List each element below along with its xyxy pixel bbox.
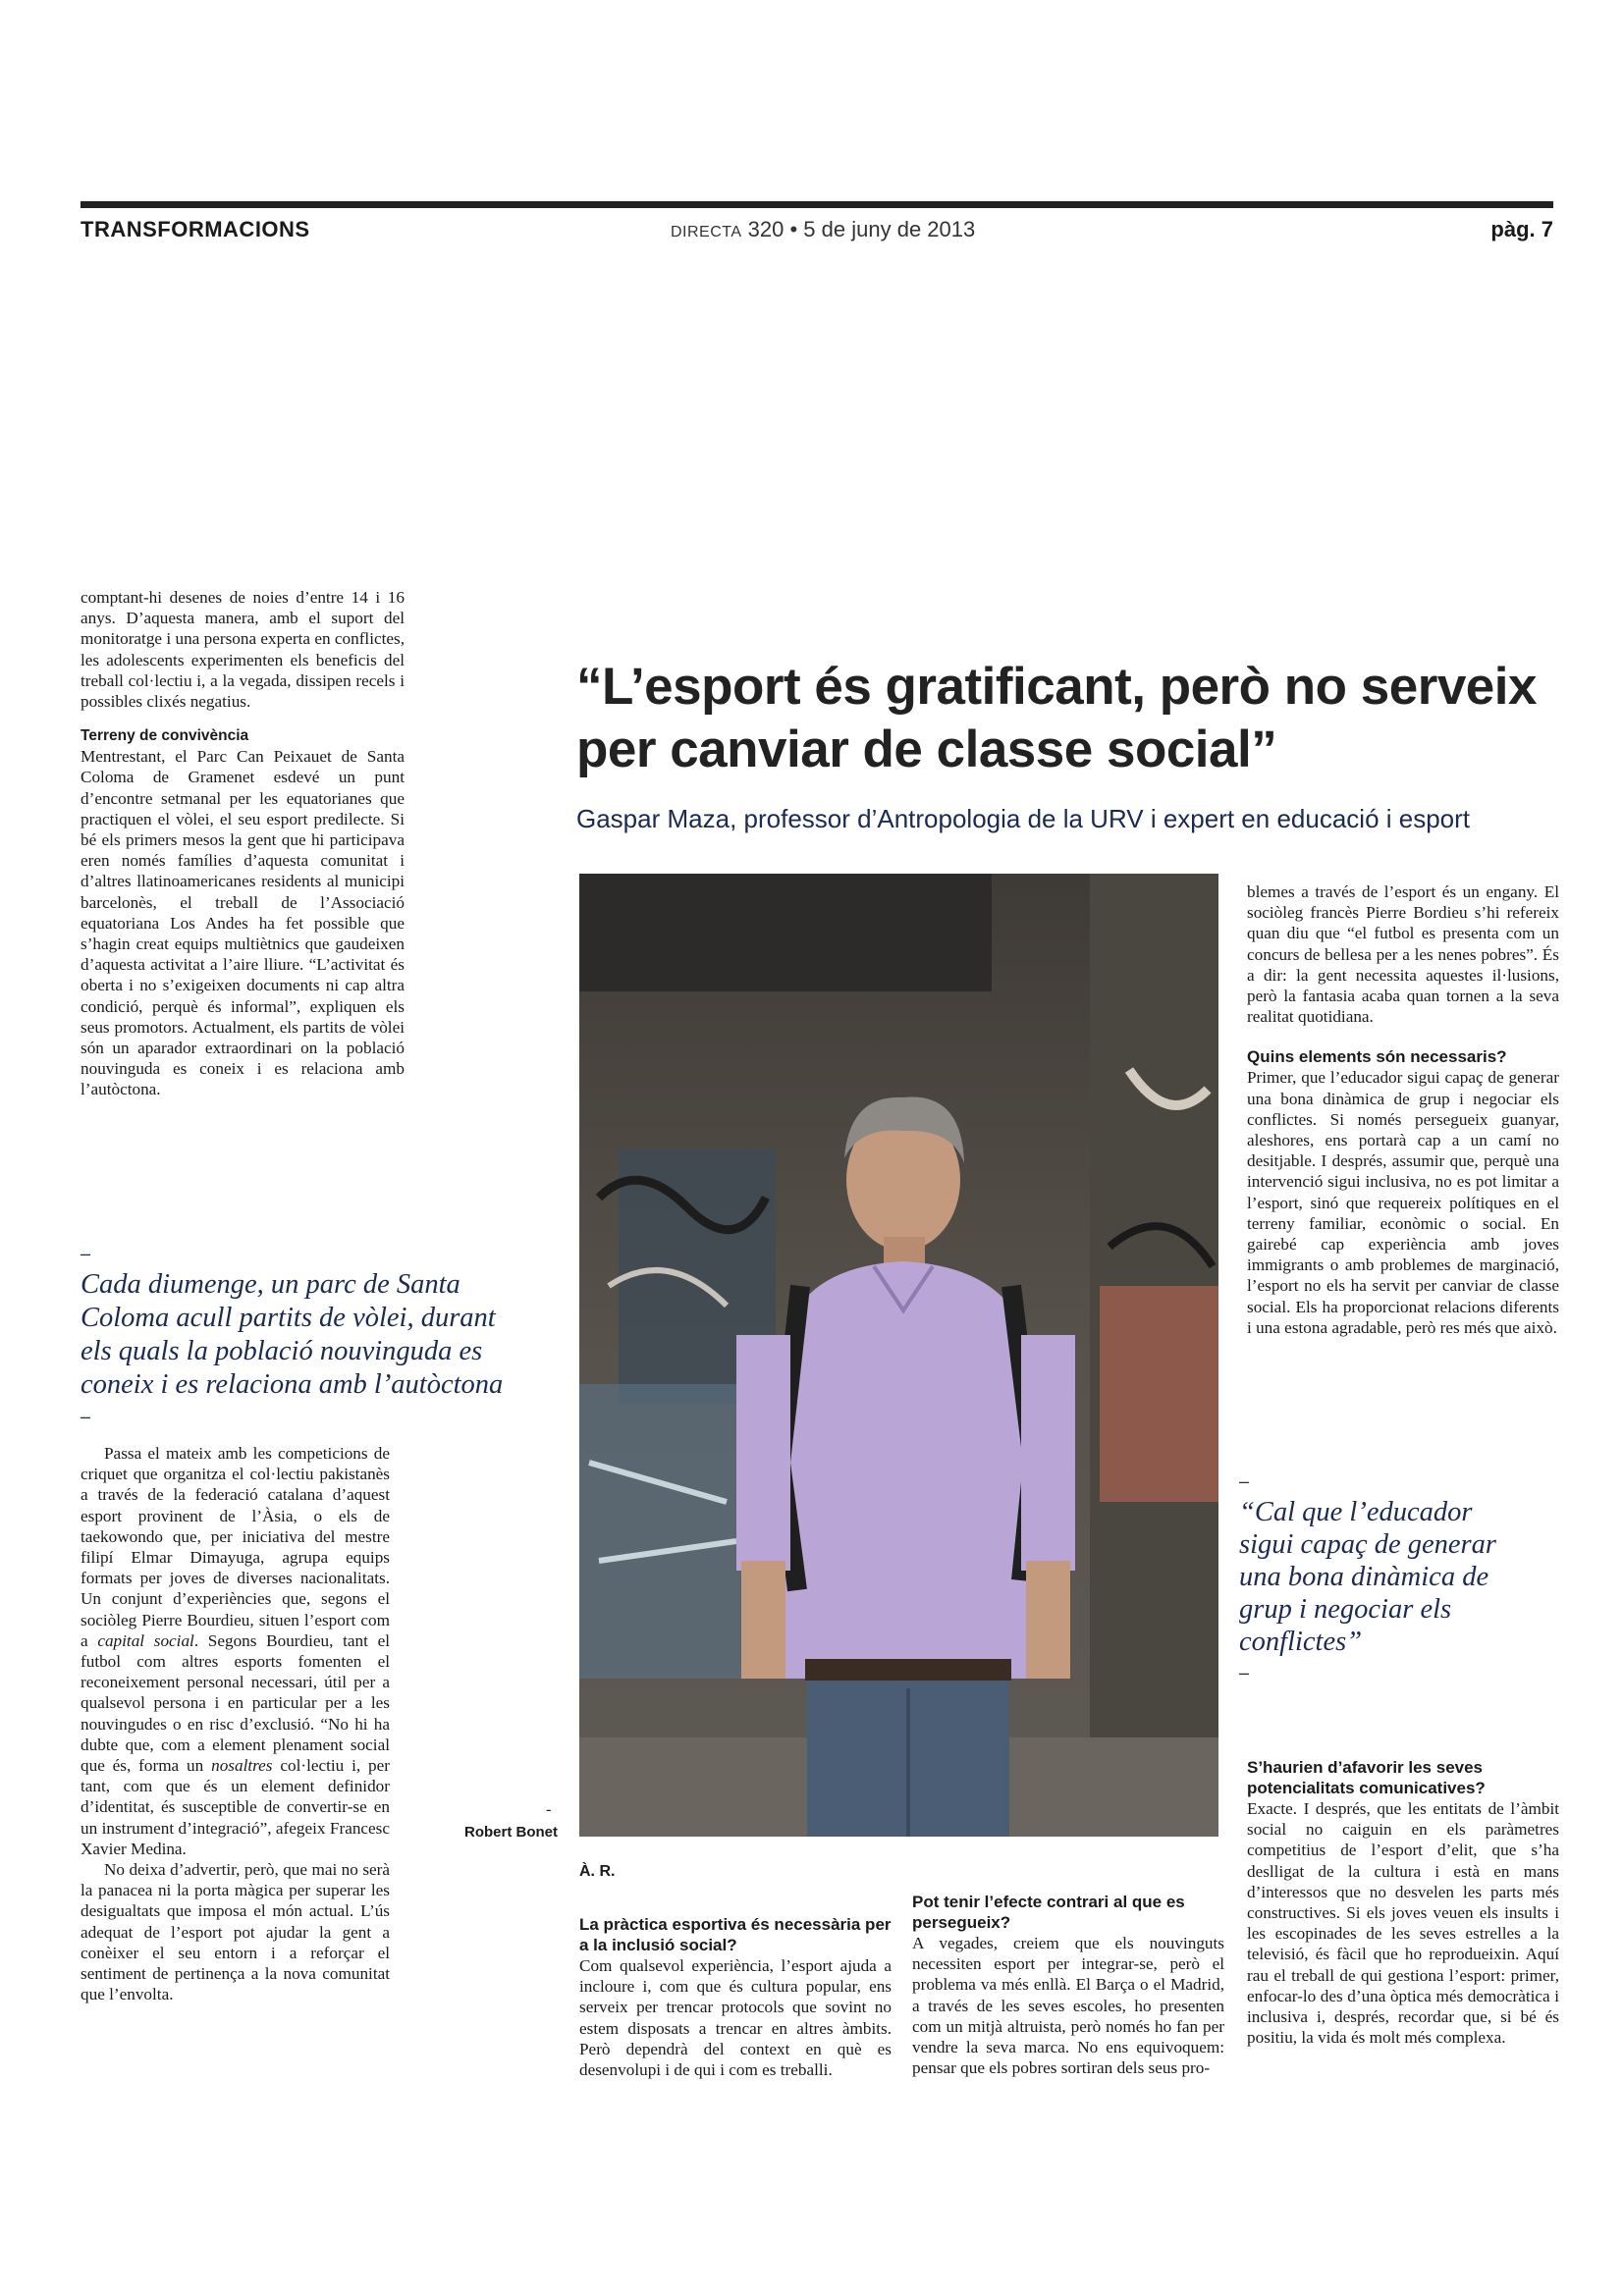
left-column-top: [81, 587, 405, 1100]
answer-3: Primer, que l’educador sigui capaç de generar una bona dinàmica de grup i negociar els conflictes. Si només persegueix guanyar, aleshores, ens portarà cap a un camí no desitjable. I després, assumir que, perquè una intervenció sigui inclusiva, no es pot limitar a l’esport, sinó que requereix polítiques en el terreny familiar, econòmic o social. En gairebé cap experiència amb joves immigrants o amb problemes de marginació, l’esport no els ha servit per canviar de classe social. Els ha proporcionat relacions diferents i una estona agradable, però res més que això.: [1247, 1068, 1559, 1337]
interview-column-2: [912, 1892, 1224, 2078]
page-number: pàg. 7: [1490, 217, 1553, 241]
pull-quote-dash-top: –: [81, 1244, 91, 1263]
subheading-terreny: Terreny de convivència: [81, 727, 249, 745]
issue-date: 320 • 5 de juny de 2013: [747, 217, 976, 241]
pull-quote-1: [81, 1245, 532, 1425]
interview-column-1: [579, 1914, 892, 2080]
section-title: TRANSFORMACIONS: [81, 217, 310, 241]
emphasis-capital-social: capital social: [97, 1630, 194, 1650]
answer-2-continued: blemes a través de l’esport és un engany. El sociòleg francès Pierre Bordieu s’hi refereix quan diu que “el futbol es presenta com un concurs de bellesa per a les nenes pobres”. És a dir: la gent necessita aquestes il·lusions, però la fantasia acaba quan tornen a la seva realitat quotidiana.: [1247, 882, 1559, 1027]
paragraph-criquet-part-3: col·lectiu i, per tant, com que és un element definidor d’identitat, és susceptible de convertir-se en un instrument d’integració”, afegeix Francesc Xavier Medina.: [81, 1756, 390, 1858]
paragraph-criquet: [81, 1443, 390, 1859]
answer-1: Com qualsevol experiència, l’esport ajuda a incloure i, com que és cultura popular, ens serveix per trencar protocols que sovint no estem disposats a trencar en altres àmbits. Però dependrà del context en què es desenvolupi i de qui i com es treballi.: [579, 1956, 892, 2080]
pull-quote-2-dash-bottom: –: [1239, 1663, 1250, 1682]
article-dek: Gaspar Maza, professor d’Antropologia de la URV i expert en educació i esport: [576, 804, 1471, 833]
paragraph-parc: Mentrestant, el Parc Can Peixauet de Santa Coloma de Gramenet esdevé un punt d’encontre setmanal per les equatorianes que practiquen el vòlei, el seu esport predilecte. Si bé els primers mesos la gent que hi participava eren només famílies d’aquesta comunitat i d’altres llatinoamericanes residents al municipi barcelonès, el treball de l’Associació equatoriana Los Andes ha fet possible que s’hagin creat equips multiètnics que gaudeixen d’aquesta activitat a l’aire lliure. “L’activitat és oberta i no s’exigeixen documents ni cap altra condició, perquè és informal”, expliquen els seus promotors. Actualment, els partits de vòlei són un aparador extraordinari on la població nouvinguda es coneix i es relaciona amb l’autòctona.: [81, 747, 405, 1099]
left-column-bottom: [81, 1443, 390, 2004]
pull-quote-2-dash-top: –: [1239, 1471, 1250, 1491]
byline: À. R.: [579, 1863, 616, 1880]
pull-quote-2: [1239, 1472, 1534, 1682]
question-1: La pràctica esportiva és necessària per a la inclusió social?: [579, 1915, 892, 1954]
emphasis-nosaltres: nosaltres: [211, 1756, 273, 1776]
portrait-photo: [579, 874, 1218, 1837]
photo-credit-dash: -: [546, 1801, 552, 1818]
interview-column-3: [1247, 881, 1559, 1338]
pull-quote-2-text: “Cal que l’educador sigui capaç de generar una bona dinàmica de grup i negociar els conflictes”: [1239, 1497, 1496, 1657]
intro-paragraph: comptant-hi desenes de noies d’entre 14 i 16 anys. D’aquesta manera, amb el suport del monitoratge i una persona experta en conflictes, les adolescents experimenten els beneficis del treball col·lectiu i, a la vegada, dissipen recels i possibles clixés negatius.: [81, 588, 405, 712]
issue-info: [671, 216, 975, 246]
interview-column-3-bottom: [1247, 1757, 1559, 2048]
pull-quote-1-text: Cada diumenge, un parc de Santa Coloma acull partits de vòlei, durant els quals la població nouvinguda es coneix i es relaciona amb l’autòctona: [81, 1269, 504, 1400]
portrait-illustration: [579, 874, 1218, 1837]
answer-4: Exacte. I després, que les entitats de l’àmbit social no caiguin en els paràmetres competitius de l’esport d’elit, que s’ha deslligat de la cultura i està en mans d’interessos que no desvelen les parts més constructives. Si els joves veuen els insults i les escopinades de les seves estrelles a la televisió, és fàcil que ho reprodueixin. Aquí rau el treball de qui gestiona l’esport: primer, enfocar-lo des d’una òptica més democràtica i inclusiva i, després, recordar que, si bé és positiu, la vida és molt més complexa.: [1247, 1799, 1559, 2048]
header-rule: [81, 201, 1553, 208]
article-headline: “L’esport és gratificant, però no serveix per canviar de classe social”: [576, 658, 1537, 778]
paragraph-panacea: No deixa d’advertir, però, que mai no serà la panacea ni la porta màgica per superar les desigualtats que imposa el món actual. L’ús adequat de l’esport pot ajudar la gent a conèixer el seu entorn i a reforçar el sentiment de pertinença a la nova comunitat que l’envolta.: [81, 1860, 390, 2004]
paragraph-criquet-part-2: . Segons Bourdieu, tant el futbol com altres esports fomenten el reconeixement personal necessari, útil per a qualsevol persona i en particular per a les nouvingudes o en risc d’exclusió. “No hi ha dubte que, com a element plenament social que és, forma un: [81, 1630, 390, 1776]
answer-2: A vegades, creiem que els nouvinguts necessiten esport per integrar-se, però el problema va més enllà. El Barça o el Madrid, a través de les seves escoles, ho presenten com un mitjà altruista, però només ho fan per vendre la seva marca. No ens equivoquem: pensar que els pobres sortiran dels seus pro-: [912, 1934, 1224, 2078]
pull-quote-dash-bottom: –: [81, 1407, 91, 1426]
paragraph-criquet-part-1: Passa el mateix amb les competicions de criquet que organitza el col·lectiu pakistanès a través de la federació catalana d’aquest esport provinent de l’Àsia, o els de taekowondo que, per iniciativa del mestre filipí Elmar Dimayuga, agrupa equips formats per joves de diverses nacionalitats. Un conjunt d’experiències que, segons el sociòleg Pierre Bourdieu, situen l’esport com a: [81, 1444, 390, 1650]
publication-name: DIRECTA: [671, 224, 742, 240]
question-3: Quins elements són necessaris?: [1247, 1047, 1507, 1067]
question-2: Pot tenir l’efecte contrari al que es persegueix?: [912, 1893, 1185, 1932]
question-4: S’haurien d’afavorir les seves potencialitats comunicatives?: [1247, 1758, 1486, 1797]
photo-credit: Robert Bonet: [464, 1824, 558, 1841]
